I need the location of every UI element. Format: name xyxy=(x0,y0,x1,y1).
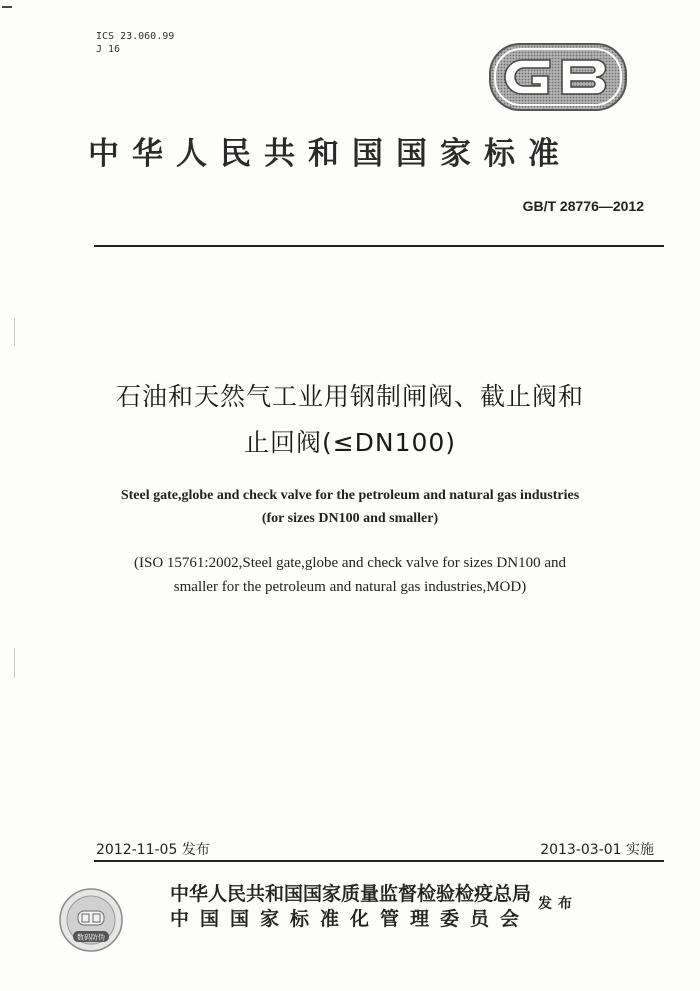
scan-artifact-line xyxy=(14,648,15,678)
issue-date: 2012-11-05 发布 xyxy=(96,842,210,858)
classification-codes xyxy=(96,30,174,56)
standard-number: GB/T 28776—2012 xyxy=(522,198,644,214)
iso-reference-line-1: (ISO 15761:2002,Steel gate,globe and check valve for sizes DN100 and xyxy=(134,555,566,571)
scan-corner-mark xyxy=(2,6,12,8)
ccs-code: J 16 xyxy=(96,44,121,55)
publish-label: 发布 xyxy=(538,896,578,912)
gb-logo xyxy=(488,42,628,112)
english-title-line-1: Steel gate,globe and check valve for the petroleum and natural gas industries xyxy=(120,488,580,503)
english-title-line-2: (for sizes DN100 and smaller) xyxy=(261,511,439,526)
scan-artifact-line xyxy=(14,318,15,346)
chinese-title-line-2: 止回阀(≤DN100) xyxy=(243,428,457,457)
effective-date: 2013-03-01 实施 xyxy=(540,842,654,858)
publisher-aqsiq: 中华人民共和国国家质量监督检验检疫总局 xyxy=(170,883,532,905)
ics-code: ICS 23.060.99 xyxy=(96,31,175,42)
iso-reference-line-2: smaller for the petroleum and natural gas industries,MOD) xyxy=(173,579,527,595)
publisher-sac: 中国国家标准化管理委员会 xyxy=(170,908,531,930)
footer-divider xyxy=(94,860,664,862)
header-divider xyxy=(94,245,664,247)
seal-label: 数码防伪 xyxy=(77,933,105,942)
national-standard-heading: 中华人民共和国国家标准 xyxy=(88,136,572,172)
chinese-title-line-1: 石油和天然气工业用钢制闸阀、截止阀和 xyxy=(115,382,584,411)
anti-counterfeit-seal xyxy=(58,887,124,953)
